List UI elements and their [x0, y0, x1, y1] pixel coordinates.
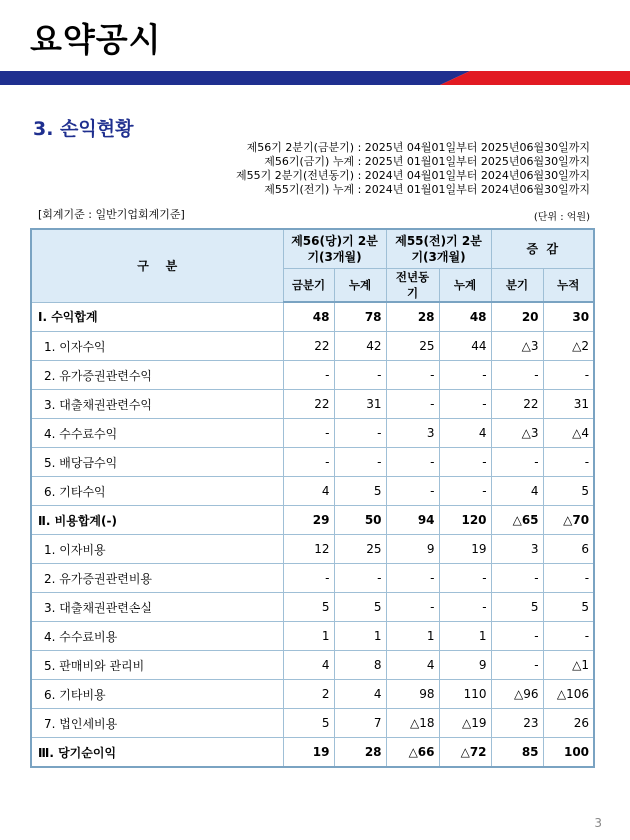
table-cell: - — [386, 477, 439, 506]
table-cell: 100 — [543, 738, 594, 768]
table-row — [31, 332, 594, 361]
table-cell: 23 — [491, 709, 543, 738]
table-cell: 1 — [334, 622, 386, 651]
prior-period-header: 제55(전)기 2분기(3개월) — [386, 229, 491, 269]
table-cell: 4 — [439, 419, 491, 448]
period-line: 제56기(금기) 누계 : 2025년 01월01일부터 2025년06월30일까지 — [264, 155, 590, 168]
table-cell: 42 — [334, 332, 386, 361]
table-cell: △65 — [491, 506, 543, 535]
table-cell: 50 — [334, 506, 386, 535]
table-cell: 5 — [283, 593, 334, 622]
header-stripe — [0, 71, 630, 85]
table-cell: - — [386, 361, 439, 390]
table-cell: 25 — [334, 535, 386, 564]
table-cell: 26 — [543, 709, 594, 738]
table-row — [31, 622, 594, 651]
table-row — [31, 361, 594, 390]
table-row — [31, 419, 594, 448]
table-cell: - — [283, 448, 334, 477]
table-row — [31, 535, 594, 564]
table-cell: - — [334, 419, 386, 448]
table-cell: 48 — [439, 302, 491, 332]
table-cell: - — [386, 564, 439, 593]
table-cell: 5 — [283, 709, 334, 738]
table-cell: △96 — [491, 680, 543, 709]
table-cell: 5 — [491, 593, 543, 622]
page-title: 요약공시 — [30, 20, 162, 59]
row-label: 2. 유가증권관련비용 — [31, 564, 283, 593]
table-cell: 19 — [283, 738, 334, 768]
row-label: Ⅰ. 수익합계 — [31, 302, 283, 332]
table-cell: 9 — [386, 535, 439, 564]
table-cell: 3 — [386, 419, 439, 448]
row-label: 3. 대출채권관련수익 — [31, 390, 283, 419]
table-cell: - — [543, 622, 594, 651]
period-line: 제55기 2분기(전년동기) : 2024년 04월01일부터 2024년06월30일까지 — [235, 169, 590, 182]
row-label: 7. 법인세비용 — [31, 709, 283, 738]
table-cell: - — [386, 390, 439, 419]
table-cell: 1 — [283, 622, 334, 651]
table-cell: △1 — [543, 651, 594, 680]
table-cell: 48 — [283, 302, 334, 332]
table-cell: - — [334, 448, 386, 477]
table-cell: 4 — [283, 477, 334, 506]
table-cell: 5 — [543, 477, 594, 506]
table-cell: 7 — [334, 709, 386, 738]
table-row — [31, 709, 594, 738]
table-cell: - — [283, 564, 334, 593]
table-cell: 4 — [386, 651, 439, 680]
table-cell: △18 — [386, 709, 439, 738]
table-cell: 9 — [439, 651, 491, 680]
table-cell: △2 — [543, 332, 594, 361]
period-list — [236, 141, 590, 197]
row-label: 1. 이자비용 — [31, 535, 283, 564]
table-cell: - — [491, 651, 543, 680]
period-line: 제56기 2분기(금분기) : 2025년 04월01일부터 2025년06월30일까지 — [246, 141, 590, 154]
table-total-row — [31, 738, 594, 768]
unit-label: (단위 : 억원) — [533, 212, 590, 223]
table-row — [31, 593, 594, 622]
table-cell: 110 — [439, 680, 491, 709]
table-cell: - — [439, 390, 491, 419]
row-label: 2. 유가증권관련수익 — [31, 361, 283, 390]
table-cell: 1 — [439, 622, 491, 651]
table-cell: 5 — [334, 477, 386, 506]
table-cell: - — [334, 564, 386, 593]
table-cell: 30 — [543, 302, 594, 332]
row-label: 5. 배당금수익 — [31, 448, 283, 477]
table-cell: 28 — [334, 738, 386, 768]
table-cell: - — [283, 419, 334, 448]
table-cell: - — [334, 361, 386, 390]
table-cell: 29 — [283, 506, 334, 535]
category-header: 구 분 — [31, 229, 283, 302]
table-cell: △72 — [439, 738, 491, 768]
table-cell: △3 — [491, 419, 543, 448]
table-cell: △70 — [543, 506, 594, 535]
table-row — [31, 680, 594, 709]
table-row — [31, 651, 594, 680]
table-cell: 6 — [543, 535, 594, 564]
subheader: 누적 — [543, 269, 594, 303]
table-total-row — [31, 506, 594, 535]
table-cell: △19 — [439, 709, 491, 738]
table-cell: 120 — [439, 506, 491, 535]
table-cell: 28 — [386, 302, 439, 332]
subheader: 전년동기 — [386, 269, 439, 303]
row-label: Ⅱ. 비용합계(-) — [31, 506, 283, 535]
table-cell: - — [439, 593, 491, 622]
table-cell: 78 — [334, 302, 386, 332]
table-body — [31, 302, 594, 767]
row-label: 4. 수수료비용 — [31, 622, 283, 651]
row-label: 3. 대출채권관련손실 — [31, 593, 283, 622]
table-cell: 22 — [283, 332, 334, 361]
table-cell: 98 — [386, 680, 439, 709]
current-period-header: 제56(당)기 2분기(3개월) — [283, 229, 386, 269]
table-cell: - — [439, 361, 491, 390]
change-header: 증 감 — [491, 229, 594, 269]
table-cell: - — [439, 448, 491, 477]
table-cell: 31 — [543, 390, 594, 419]
subheader: 누계 — [334, 269, 386, 303]
table-cell: - — [283, 361, 334, 390]
page-number: 3 — [594, 816, 602, 830]
table-cell: △66 — [386, 738, 439, 768]
table-cell: 5 — [334, 593, 386, 622]
stripe-navy — [0, 71, 470, 85]
row-label: 6. 기타비용 — [31, 680, 283, 709]
table-cell: 3 — [491, 535, 543, 564]
table-row — [31, 564, 594, 593]
table-cell: △3 — [491, 332, 543, 361]
table-cell: - — [491, 361, 543, 390]
table-cell: - — [491, 448, 543, 477]
subheader: 누계 — [439, 269, 491, 303]
table-cell: - — [543, 361, 594, 390]
table-cell: 8 — [334, 651, 386, 680]
row-label: 5. 판매비와 관리비 — [31, 651, 283, 680]
table-cell: 2 — [283, 680, 334, 709]
stripe-red — [440, 71, 630, 85]
subheader: 분기 — [491, 269, 543, 303]
row-label: Ⅲ. 당기순이익 — [31, 738, 283, 768]
table-cell: - — [439, 564, 491, 593]
table-cell: 4 — [491, 477, 543, 506]
income-statement-table — [30, 228, 595, 768]
table-cell: 85 — [491, 738, 543, 768]
section-title: 3. 손익현황 — [33, 118, 134, 140]
table-cell: △106 — [543, 680, 594, 709]
table-cell: 4 — [283, 651, 334, 680]
accounting-basis: [회계기준 : 일반기업회계기준] — [38, 208, 185, 221]
row-label: 4. 수수료수익 — [31, 419, 283, 448]
table-cell: 94 — [386, 506, 439, 535]
table-cell: △4 — [543, 419, 594, 448]
table-cell: - — [491, 622, 543, 651]
table-cell: 31 — [334, 390, 386, 419]
table-cell: 22 — [491, 390, 543, 419]
period-line: 제55기(전기) 누계 : 2024년 01월01일부터 2024년06월30일까지 — [264, 183, 590, 196]
table-cell: 5 — [543, 593, 594, 622]
table-cell: 19 — [439, 535, 491, 564]
table-cell: 22 — [283, 390, 334, 419]
table-cell: 20 — [491, 302, 543, 332]
table-cell: - — [491, 564, 543, 593]
table-cell: - — [543, 448, 594, 477]
table-row — [31, 390, 594, 419]
table-cell: 25 — [386, 332, 439, 361]
table-cell: 4 — [334, 680, 386, 709]
table-cell: - — [386, 448, 439, 477]
table-total-row — [31, 302, 594, 332]
row-label: 6. 기타수익 — [31, 477, 283, 506]
table-cell: - — [543, 564, 594, 593]
row-label: 1. 이자수익 — [31, 332, 283, 361]
subheader: 금분기 — [283, 269, 334, 303]
table-cell: - — [439, 477, 491, 506]
table-row — [31, 448, 594, 477]
table-row — [31, 477, 594, 506]
table-cell: - — [386, 593, 439, 622]
table-cell: 44 — [439, 332, 491, 361]
table-cell: 12 — [283, 535, 334, 564]
table-cell: 1 — [386, 622, 439, 651]
